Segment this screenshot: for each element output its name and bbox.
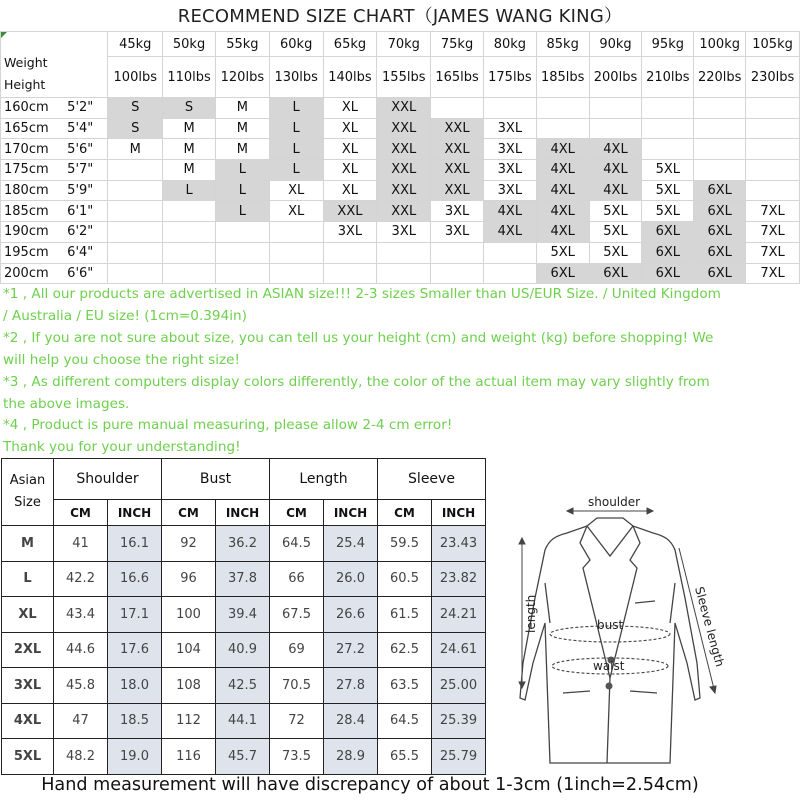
weight-kg-header: 90kg <box>589 32 642 57</box>
measure-inch-cell: 42.5 <box>216 668 270 704</box>
height-cm-cell: 200cm <box>1 263 65 284</box>
size-cell: 6XL <box>589 263 642 284</box>
measure-cm-cell: 100 <box>162 597 216 633</box>
measure-inch-cell: 28.9 <box>324 739 378 775</box>
size-cell <box>108 160 163 181</box>
measure-inch-cell: 27.2 <box>324 632 378 668</box>
note-line: *3 , As different computers display colors differently, the color of the actual item may vary slightly from <box>3 373 710 390</box>
measure-inch-cell: 25.00 <box>432 668 486 704</box>
size-chart-row <box>1 222 800 243</box>
measure-inch-cell: 17.1 <box>108 597 162 633</box>
size-cell: L <box>163 180 216 201</box>
height-ft-cell: 5'4" <box>64 118 108 139</box>
unit-header-inch: INCH <box>324 500 378 526</box>
size-cell: 6XL <box>694 201 746 222</box>
size-cell <box>108 263 163 284</box>
size-cell <box>483 242 536 263</box>
size-cell: 3XL <box>323 222 377 243</box>
height-ft-cell: 5'2" <box>64 98 108 119</box>
height-cm-cell: 165cm <box>1 118 65 139</box>
size-cell <box>163 263 216 284</box>
size-cell: XL <box>323 98 377 119</box>
size-cell <box>483 98 536 119</box>
measure-inch-cell: 16.1 <box>108 526 162 562</box>
size-cell: 6XL <box>642 222 694 243</box>
unit-header-cm: CM <box>378 500 432 526</box>
size-cell: XXL <box>377 139 431 160</box>
measure-inch-cell: 28.4 <box>324 703 378 739</box>
measure-size-cell: L <box>2 561 54 597</box>
measure-cm-cell: 69 <box>270 632 324 668</box>
size-chart-row <box>1 98 800 119</box>
size-cell: L <box>215 180 269 201</box>
size-chart-table <box>0 31 800 284</box>
size-cell: 6XL <box>694 263 746 284</box>
weight-lbs-header: 230lbs <box>746 57 800 98</box>
measure-row <box>2 632 486 668</box>
measure-cm-cell: 43.4 <box>54 597 108 633</box>
size-cell <box>431 98 484 119</box>
size-cell: 6XL <box>536 263 589 284</box>
measure-inch-cell: 24.61 <box>432 632 486 668</box>
size-chart-row <box>1 160 800 181</box>
measure-inch-cell: 25.4 <box>324 526 378 562</box>
size-cell <box>746 98 800 119</box>
height-ft-cell: 5'6" <box>64 139 108 160</box>
weight-kg-header: 85kg <box>536 32 589 57</box>
weight-kg-header: 100kg <box>694 32 746 57</box>
measure-inch-cell: 39.4 <box>216 597 270 633</box>
size-cell <box>642 118 694 139</box>
size-cell <box>589 98 642 119</box>
size-cell: XXL <box>377 180 431 201</box>
weight-lbs-header: 130lbs <box>269 57 323 98</box>
measure-inch-cell: 44.1 <box>216 703 270 739</box>
size-cell <box>746 139 800 160</box>
size-cell <box>215 263 269 284</box>
size-cell: XL <box>323 139 377 160</box>
measure-group-header: Sleeve <box>378 459 486 500</box>
measure-cm-cell: 112 <box>162 703 216 739</box>
size-cell: XL <box>323 160 377 181</box>
diagram-label-shoulder: shoulder <box>588 495 641 509</box>
size-cell <box>642 139 694 160</box>
measure-cm-cell: 92 <box>162 526 216 562</box>
size-cell: 5XL <box>536 242 589 263</box>
weight-kg-header: 55kg <box>215 32 269 57</box>
weight-lbs-header: 110lbs <box>163 57 216 98</box>
size-cell: XXL <box>323 201 377 222</box>
measure-row <box>2 703 486 739</box>
size-cell: 5XL <box>642 180 694 201</box>
blazer-diagram <box>505 488 730 768</box>
size-cell: 4XL <box>483 222 536 243</box>
measure-inch-cell: 24.21 <box>432 597 486 633</box>
size-cell: 5XL <box>642 160 694 181</box>
height-cm-cell: 170cm <box>1 139 65 160</box>
measure-inch-cell: 36.2 <box>216 526 270 562</box>
size-cell: M <box>215 98 269 119</box>
size-cell: XXL <box>431 180 484 201</box>
lapel-right <box>610 526 640 678</box>
unit-header-cm: CM <box>162 500 216 526</box>
size-cell: 4XL <box>589 139 642 160</box>
measure-cm-cell: 70.5 <box>270 668 324 704</box>
corner-weight-label: Weight <box>4 55 48 70</box>
asian-size-header-line1: Asian <box>9 473 46 488</box>
size-chart-row <box>1 263 800 284</box>
height-cm-cell: 180cm <box>1 180 65 201</box>
size-cell: M <box>215 118 269 139</box>
measure-inch-cell: 25.79 <box>432 739 486 775</box>
size-cell <box>108 242 163 263</box>
size-cell: S <box>108 118 163 139</box>
measure-inch-cell: 26.0 <box>324 561 378 597</box>
diagram-label-sleeve: Sleeve length <box>692 585 727 669</box>
weight-lbs-row <box>1 57 800 98</box>
size-cell: 3XL <box>483 180 536 201</box>
note-line: Thank you for your understanding! <box>3 439 241 456</box>
measure-cm-cell: 72 <box>270 703 324 739</box>
size-cell: M <box>163 139 216 160</box>
height-cm-cell: 185cm <box>1 201 65 222</box>
size-cell: 7XL <box>746 222 800 243</box>
measure-inch-cell: 19.0 <box>108 739 162 775</box>
size-chart-row <box>1 139 800 160</box>
weight-kg-row <box>1 32 800 57</box>
notes-block <box>3 284 795 459</box>
size-cell: 5XL <box>642 201 694 222</box>
weight-lbs-header: 185lbs <box>536 57 589 98</box>
size-cell: L <box>269 98 323 119</box>
size-cell: 4XL <box>536 180 589 201</box>
size-cell: 5XL <box>589 242 642 263</box>
size-cell <box>746 160 800 181</box>
size-cell: XL <box>269 201 323 222</box>
button-icon <box>606 683 613 690</box>
size-cell: XL <box>323 118 377 139</box>
measure-inch-cell: 40.9 <box>216 632 270 668</box>
height-ft-cell: 6'1" <box>64 201 108 222</box>
size-chart-row <box>1 180 800 201</box>
size-cell <box>589 118 642 139</box>
weight-lbs-header: 140lbs <box>323 57 377 98</box>
size-cell: M <box>163 118 216 139</box>
size-cell <box>108 201 163 222</box>
size-cell: 3XL <box>483 118 536 139</box>
blazer-outline <box>520 526 700 763</box>
measure-group-header: Length <box>270 459 378 500</box>
size-cell: 6XL <box>694 242 746 263</box>
height-ft-cell: 6'4" <box>64 242 108 263</box>
size-cell: 3XL <box>431 222 484 243</box>
unit-header-inch: INCH <box>108 500 162 526</box>
height-ft-cell: 5'7" <box>64 160 108 181</box>
weight-lbs-header: 165lbs <box>431 57 484 98</box>
measure-inch-cell: 25.39 <box>432 703 486 739</box>
weight-kg-header: 80kg <box>483 32 536 57</box>
size-cell: 3XL <box>483 139 536 160</box>
measure-cm-cell: 96 <box>162 561 216 597</box>
measure-cm-cell: 48.2 <box>54 739 108 775</box>
size-cell: 6XL <box>694 180 746 201</box>
measure-cm-cell: 41 <box>54 526 108 562</box>
size-chart-row <box>1 201 800 222</box>
size-cell: L <box>269 118 323 139</box>
unit-header-inch: INCH <box>432 500 486 526</box>
measure-size-cell: 4XL <box>2 703 54 739</box>
size-cell: S <box>163 98 216 119</box>
size-cell <box>108 180 163 201</box>
size-cell <box>269 222 323 243</box>
measure-cm-cell: 116 <box>162 739 216 775</box>
footer-note: Hand measurement will have discrepancy of about 1-3cm (1inch=2.54cm) <box>41 775 699 795</box>
height-cm-cell: 195cm <box>1 242 65 263</box>
size-cell <box>483 263 536 284</box>
measure-cm-cell: 66 <box>270 561 324 597</box>
size-cell <box>694 98 746 119</box>
weight-lbs-header: 200lbs <box>589 57 642 98</box>
size-cell <box>642 98 694 119</box>
size-chart-row <box>1 118 800 139</box>
weight-kg-header: 50kg <box>163 32 216 57</box>
size-cell: 4XL <box>536 160 589 181</box>
measure-cm-cell: 61.5 <box>378 597 432 633</box>
height-ft-cell: 5'9" <box>64 180 108 201</box>
measure-cm-cell: 47 <box>54 703 108 739</box>
measure-cm-cell: 45.8 <box>54 668 108 704</box>
measure-inch-cell: 16.6 <box>108 561 162 597</box>
size-chart-corner <box>1 32 108 98</box>
note-line: *1 , All our products are advertised in ASIAN size!!! 2-3 sizes Smaller than US/EUR Size. / United Kingdom <box>3 286 721 302</box>
size-cell <box>215 222 269 243</box>
measure-cm-cell: 73.5 <box>270 739 324 775</box>
size-cell: 4XL <box>589 160 642 181</box>
size-cell: 3XL <box>431 201 484 222</box>
weight-lbs-header: 220lbs <box>694 57 746 98</box>
measurement-table <box>1 458 486 775</box>
size-cell: L <box>269 139 323 160</box>
size-cell <box>163 222 216 243</box>
measure-row <box>2 526 486 562</box>
weight-kg-header: 45kg <box>108 32 163 57</box>
size-cell: M <box>215 139 269 160</box>
size-cell <box>536 98 589 119</box>
size-cell: 4XL <box>536 139 589 160</box>
size-cell: XXL <box>377 98 431 119</box>
size-cell: 6XL <box>694 222 746 243</box>
measure-inch-cell: 23.82 <box>432 561 486 597</box>
measure-group-header: Shoulder <box>54 459 162 500</box>
size-cell <box>536 118 589 139</box>
measure-cm-cell: 104 <box>162 632 216 668</box>
size-cell: XL <box>323 180 377 201</box>
measure-cm-cell: 42.2 <box>54 561 108 597</box>
height-cm-cell: 190cm <box>1 222 65 243</box>
measure-size-cell: 3XL <box>2 668 54 704</box>
size-cell: 4XL <box>536 222 589 243</box>
size-cell: XXL <box>377 160 431 181</box>
unit-header-cm: CM <box>54 500 108 526</box>
size-cell <box>163 201 216 222</box>
height-cm-cell: 160cm <box>1 98 65 119</box>
asian-size-header-line2: Size <box>14 495 41 510</box>
weight-kg-header: 75kg <box>431 32 484 57</box>
weight-lbs-header: 175lbs <box>483 57 536 98</box>
measure-row <box>2 597 486 633</box>
weight-kg-header: 60kg <box>269 32 323 57</box>
measure-row <box>2 561 486 597</box>
page-title: RECOMMEND SIZE CHART（JAMES WANG KING） <box>177 6 623 27</box>
measure-inch-cell: 37.8 <box>216 561 270 597</box>
size-cell: 7XL <box>746 242 800 263</box>
size-cell <box>377 263 431 284</box>
height-ft-cell: 6'2" <box>64 222 108 243</box>
measure-size-cell: 2XL <box>2 632 54 668</box>
measure-cm-cell: 59.5 <box>378 526 432 562</box>
size-cell: S <box>108 98 163 119</box>
size-cell: 5XL <box>589 222 642 243</box>
size-cell: 6XL <box>642 263 694 284</box>
measure-inch-cell: 23.43 <box>432 526 486 562</box>
measure-cm-cell: 44.6 <box>54 632 108 668</box>
size-cell: 4XL <box>536 201 589 222</box>
size-cell: 4XL <box>483 201 536 222</box>
corner-marker-icon <box>1 32 7 38</box>
diagram-label-bust: bust <box>597 618 624 632</box>
note-line: *4 , Product is pure manual measuring, please allow 2-4 cm error! <box>3 417 453 434</box>
note-line: / Australia / EU size! (1cm=0.394in) <box>3 307 247 324</box>
size-cell: L <box>215 201 269 222</box>
unit-header-cm: CM <box>270 500 324 526</box>
size-cell: XL <box>269 180 323 201</box>
weight-lbs-header: 120lbs <box>215 57 269 98</box>
size-chart-row <box>1 242 800 263</box>
note-line: *2 , If you are not sure about size, you can tell us your height (cm) and weight (kg) before shopping! We <box>3 329 714 346</box>
note-line: the above images. <box>3 395 130 412</box>
size-cell <box>108 222 163 243</box>
diagram-label-waist: waist <box>593 659 625 673</box>
size-cell: XXL <box>377 201 431 222</box>
size-cell: 7XL <box>746 201 800 222</box>
measure-cm-cell: 64.5 <box>378 703 432 739</box>
measure-inch-cell: 18.5 <box>108 703 162 739</box>
measure-cm-cell: 67.5 <box>270 597 324 633</box>
measure-cm-cell: 65.5 <box>378 739 432 775</box>
size-cell <box>431 263 484 284</box>
size-cell: 3XL <box>377 222 431 243</box>
size-cell: 3XL <box>483 160 536 181</box>
size-cell <box>323 242 377 263</box>
measure-cm-cell: 63.5 <box>378 668 432 704</box>
measure-group-header: Bust <box>162 459 270 500</box>
size-cell <box>215 242 269 263</box>
size-cell <box>377 242 431 263</box>
size-cell: 7XL <box>746 263 800 284</box>
corner-height-label: Height <box>4 77 46 92</box>
measure-cm-cell: 64.5 <box>270 526 324 562</box>
measure-inch-cell: 17.6 <box>108 632 162 668</box>
measure-cm-cell: 62.5 <box>378 632 432 668</box>
unit-header-inch: INCH <box>216 500 270 526</box>
size-cell <box>269 263 323 284</box>
weight-kg-header: 95kg <box>642 32 694 57</box>
note-line: will help you choose the right size! <box>3 351 240 368</box>
size-cell <box>694 160 746 181</box>
diagram-label-length: length <box>524 594 538 633</box>
size-cell: 5XL <box>589 201 642 222</box>
size-cell <box>746 118 800 139</box>
measure-inch-cell: 26.6 <box>324 597 378 633</box>
size-cell: XXL <box>377 118 431 139</box>
size-cell <box>694 139 746 160</box>
height-ft-cell: 6'6" <box>64 263 108 284</box>
measure-cm-cell: 60.5 <box>378 561 432 597</box>
measure-row <box>2 668 486 704</box>
size-cell: XXL <box>431 139 484 160</box>
size-cell: L <box>269 160 323 181</box>
measure-size-cell: XL <box>2 597 54 633</box>
size-cell <box>694 118 746 139</box>
weight-lbs-header: 100lbs <box>108 57 163 98</box>
size-cell: M <box>108 139 163 160</box>
height-cm-cell: 175cm <box>1 160 65 181</box>
size-cell: M <box>163 160 216 181</box>
size-cell <box>323 263 377 284</box>
measure-size-cell: 5XL <box>2 739 54 775</box>
weight-kg-header: 70kg <box>377 32 431 57</box>
size-cell <box>269 242 323 263</box>
measure-unit-row <box>2 500 486 526</box>
weight-lbs-header: 210lbs <box>642 57 694 98</box>
measure-row <box>2 739 486 775</box>
size-cell: L <box>215 160 269 181</box>
lapel-left <box>580 526 610 678</box>
size-cell: 4XL <box>589 180 642 201</box>
weight-kg-header: 65kg <box>323 32 377 57</box>
measure-header-row <box>2 459 486 500</box>
measure-inch-cell: 27.8 <box>324 668 378 704</box>
measure-cm-cell: 108 <box>162 668 216 704</box>
size-cell <box>746 180 800 201</box>
measure-size-cell: M <box>2 526 54 562</box>
weight-kg-header: 105kg <box>746 32 800 57</box>
size-cell <box>163 242 216 263</box>
size-cell: XXL <box>431 118 484 139</box>
measure-inch-cell: 18.0 <box>108 668 162 704</box>
size-cell: XXL <box>431 160 484 181</box>
size-cell <box>431 242 484 263</box>
weight-lbs-header: 155lbs <box>377 57 431 98</box>
asian-size-header <box>2 459 54 526</box>
size-cell: 6XL <box>642 242 694 263</box>
measure-inch-cell: 45.7 <box>216 739 270 775</box>
